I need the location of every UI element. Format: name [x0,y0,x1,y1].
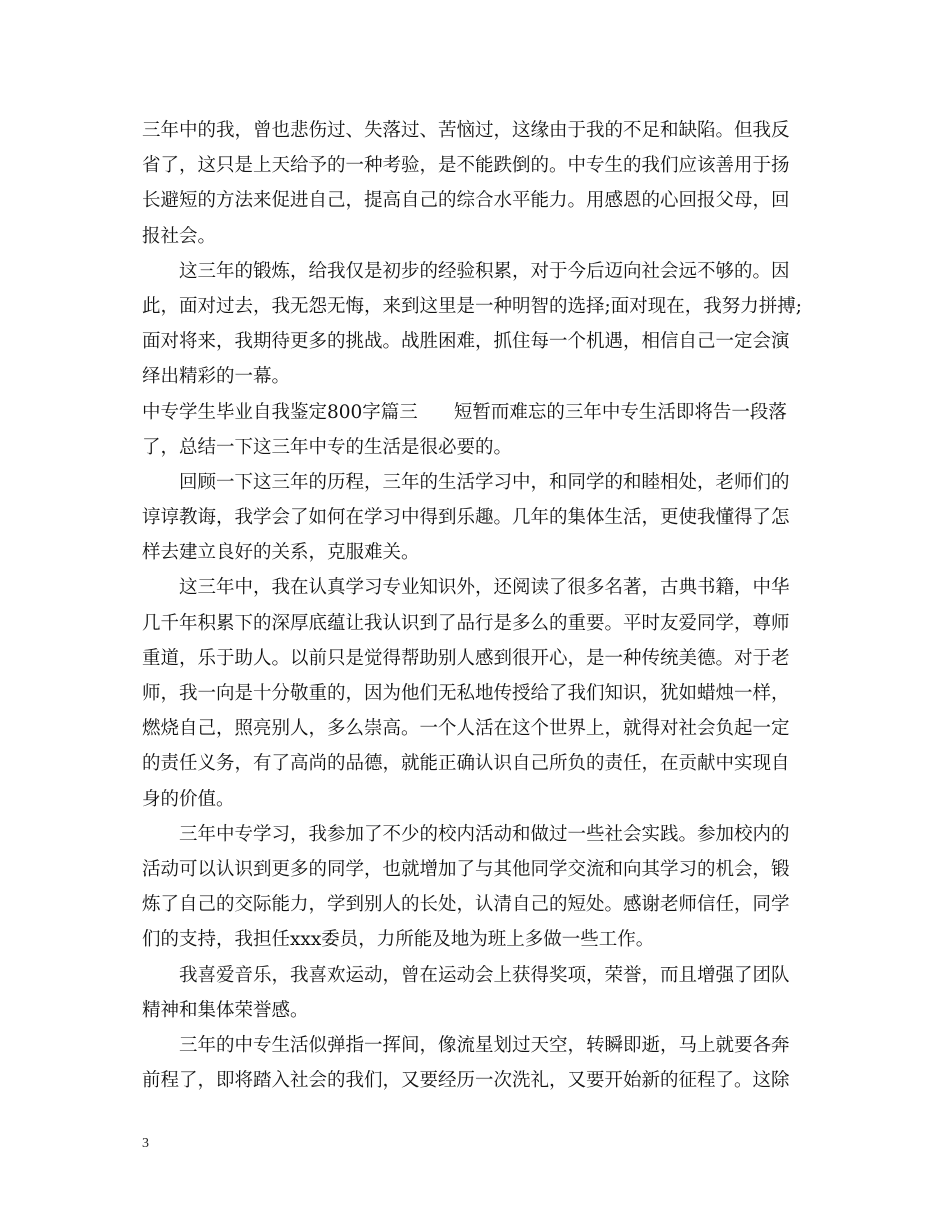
text-line: 几千年积累下的深厚底蕴让我认识到了品行是多么的重要。平时友爱同学，尊师 [142,612,790,634]
text-line: 们的支持，我担任xxx委员，力所能及地为班上多做一些工作。 [142,929,655,951]
text-line: 面对将来，我期待更多的挑战。战胜困难，抓住每一个机遇，相信自己一定会演 [142,331,790,353]
section-heading-line [142,395,822,430]
paragraph-start-line: 这三年的锻炼，给我仅是初步的经验积累，对于今后迈向社会远不够的。因 [179,260,790,282]
section-heading-text: 短暂而难忘的三年中专生活即将告一段落 [453,401,787,423]
section-heading-title: 中专学生毕业自我鉴定800字篇三 [142,401,418,423]
text-line: 身的价值。 [142,788,235,810]
document-body [142,113,822,1098]
text-line: 谆谆教诲，我学会了如何在学习中得到乐趣。几年的集体生活，更使我懂得了怎 [142,507,790,529]
text-line: 了，总结一下这三年中专的生活是很必要的。 [142,436,513,458]
paragraph-start-line: 我喜爱音乐，我喜欢运动，曾在运动会上获得奖项，荣誉，而且增强了团队 [179,964,790,986]
page-number: 3 [142,1136,149,1151]
text-line: 重道，乐于助人。以前只是觉得帮助别人感到很开心，是一种传统美德。对于老 [142,647,790,669]
text-line: 三年中的我，曾也悲伤过、失落过、苦恼过，这缘由于我的不足和缺陷。但我反 [142,120,790,141]
text-line: 精神和集体荣誉感。 [142,999,309,1021]
paragraph-start-line: 这三年中，我在认真学习专业知识外，还阅读了很多名著，古典书籍，中华 [179,577,790,599]
text-line: 此，面对过去，我无怨无悔，来到这里是一种明智的选择;面对现在，我努力拼搏; [142,295,802,317]
paragraph-start-line: 回顾一下这三年的历程，三年的生活学习中，和同学的和睦相处，老师们的 [179,471,790,493]
text-line: 省了，这只是上天给予的一种考验，是不能跌倒的。中专生的我们应该善用于扬 [142,155,790,177]
paragraph-start-line: 三年中专学习，我参加了不少的校内活动和做过一些社会实践。参加校内的 [179,823,790,845]
paragraph-start-line: 三年的中专生活似弹指一挥间，像流星划过天空，转瞬即逝，马上就要各奔 [179,1034,790,1056]
text-line: 前程了，即将踏入社会的我们，又要经历一次洗礼，又要开始新的征程了。这除 [142,1070,790,1092]
text-line: 绎出精彩的一幕。 [142,366,291,388]
text-line: 师，我一向是十分敬重的，因为他们无私地传授给了我们知识，犹如蜡烛一样， [142,683,790,704]
text-line: 的责任义务，有了高尚的品德，就能正确认识自己所负的责任，在贡献中实现自 [142,753,790,775]
text-line: 活动可以认识到更多的同学，也就增加了与其他同学交流和向其学习的机会，锻 [142,858,790,880]
text-line: 样去建立良好的关系，克服难关。 [142,542,420,564]
text-line: 长避短的方法来促进自己，提高自己的综合水平能力。用感恩的心回报父母，回 [142,190,790,212]
text-line: 报社会。 [142,225,217,247]
text-line: 燃烧自己，照亮别人，多么崇高。一个人活在这个世界上，就得对社会负起一定 [142,718,790,740]
text-line: 炼了自己的交际能力，学到别人的长处，认清自己的短处。感谢老师信任，同学 [142,894,790,916]
